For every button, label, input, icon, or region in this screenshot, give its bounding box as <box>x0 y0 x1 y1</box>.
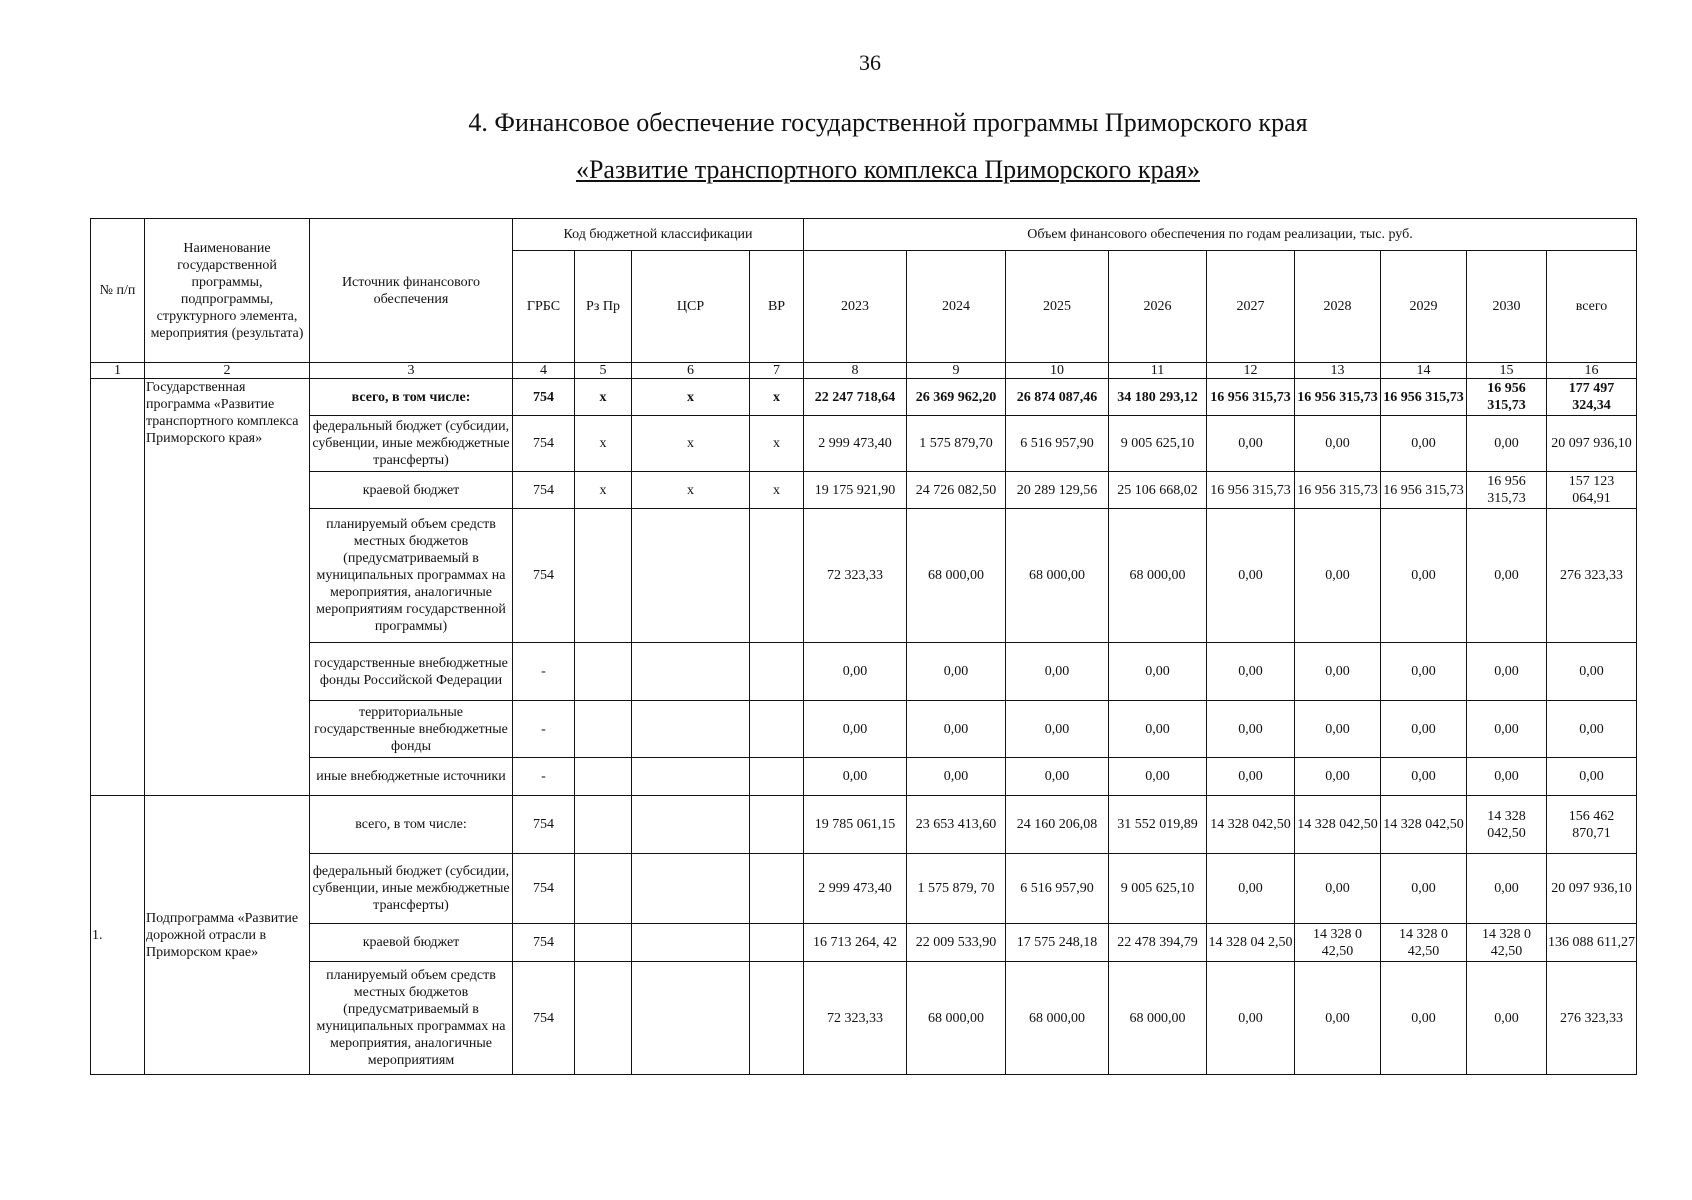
value-cell: 26 874 087,46 <box>1006 379 1109 416</box>
col-number: 12 <box>1207 363 1295 379</box>
value-cell: 0,00 <box>1295 854 1381 924</box>
col-number: 1 <box>91 363 145 379</box>
rzpr-cell <box>575 854 632 924</box>
value-cell: 0,00 <box>1381 416 1467 472</box>
value-cell: 22 247 718,64 <box>804 379 907 416</box>
value-cell: 0,00 <box>907 643 1006 701</box>
value-cell: 14 328 0 42,50 <box>1467 924 1547 962</box>
value-cell: 1 575 879, 70 <box>907 854 1006 924</box>
vr-cell: x <box>750 416 804 472</box>
value-cell: 34 180 293,12 <box>1109 379 1207 416</box>
header-year-2027: 2027 <box>1207 251 1295 363</box>
value-cell: 0,00 <box>1006 758 1109 796</box>
value-cell: 0,00 <box>1207 509 1295 643</box>
value-cell: 19 785 061,15 <box>804 796 907 854</box>
rzpr-cell <box>575 758 632 796</box>
value-cell: 0,00 <box>1467 854 1547 924</box>
value-cell: 0,00 <box>804 643 907 701</box>
program-title: «Развитие транспортного комплекса Приморского края» <box>575 155 1201 184</box>
value-cell: 0,00 <box>1295 416 1381 472</box>
vr-cell <box>750 962 804 1075</box>
value-cell: 26 369 962,20 <box>907 379 1006 416</box>
table-row <box>91 701 1637 758</box>
csr-cell <box>632 796 750 854</box>
value-cell: 0,00 <box>1295 509 1381 643</box>
value-cell: 0,00 <box>1207 758 1295 796</box>
value-cell: 22 478 394,79 <box>1109 924 1207 962</box>
value-cell: 68 000,00 <box>907 962 1006 1075</box>
table-row <box>91 962 1637 1075</box>
csr-cell <box>632 701 750 758</box>
finance-table <box>90 218 1637 1075</box>
value-cell: 9 005 625,10 <box>1109 854 1207 924</box>
csr-cell: x <box>632 416 750 472</box>
source-cell: планируемый объем средств местных бюджетов (предусматриваемый в муниципальных программах на мероприятия, аналогичные мероприятиям государственной программы) <box>310 509 513 643</box>
total-cell: 177 497 324,34 <box>1547 379 1637 416</box>
total-cell: 276 323,33 <box>1547 509 1637 643</box>
value-cell: 0,00 <box>1109 643 1207 701</box>
source-cell: федеральный бюджет (субсидии, субвенции, иные межбюджетные трансферты) <box>310 854 513 924</box>
value-cell: 0,00 <box>1295 643 1381 701</box>
grbs-cell: 754 <box>513 796 575 854</box>
value-cell: 2 999 473,40 <box>804 416 907 472</box>
value-cell: 16 956 315,73 <box>1295 472 1381 509</box>
value-cell: 68 000,00 <box>1109 509 1207 643</box>
table-row <box>91 509 1637 643</box>
value-cell: 0,00 <box>1295 758 1381 796</box>
source-cell: иные внебюджетные источники <box>310 758 513 796</box>
vr-cell <box>750 509 804 643</box>
source-cell: всего, в том числе: <box>310 379 513 416</box>
value-cell: 0,00 <box>804 701 907 758</box>
value-cell: 20 289 129,56 <box>1006 472 1109 509</box>
header-year-2024: 2024 <box>907 251 1006 363</box>
col-number: 5 <box>575 363 632 379</box>
value-cell: 68 000,00 <box>907 509 1006 643</box>
value-cell: 68 000,00 <box>1006 509 1109 643</box>
value-cell: 0,00 <box>1467 643 1547 701</box>
rzpr-cell <box>575 924 632 962</box>
value-cell: 72 323,33 <box>804 509 907 643</box>
value-cell: 14 328 04 2,50 <box>1207 924 1295 962</box>
value-cell: 0,00 <box>1467 701 1547 758</box>
value-cell: 0,00 <box>1381 854 1467 924</box>
table-row <box>91 472 1637 509</box>
col-number: 16 <box>1547 363 1637 379</box>
header-num: № п/п <box>91 219 145 363</box>
vr-cell <box>750 854 804 924</box>
value-cell: 14 328 042,50 <box>1467 796 1547 854</box>
page-number: 36 <box>859 50 881 75</box>
value-cell: 0,00 <box>1381 701 1467 758</box>
header-year-2030: 2030 <box>1467 251 1547 363</box>
grbs-cell: - <box>513 758 575 796</box>
source-cell: планируемый объем средств местных бюджетов (предусматриваемый в муниципальных программах на мероприятия, аналогичные мероприятиям <box>310 962 513 1075</box>
col-number: 9 <box>907 363 1006 379</box>
col-number: 7 <box>750 363 804 379</box>
value-cell: 0,00 <box>1467 962 1547 1075</box>
value-cell: 1 575 879,70 <box>907 416 1006 472</box>
rzpr-cell: x <box>575 416 632 472</box>
csr-cell <box>632 758 750 796</box>
rzpr-cell <box>575 962 632 1075</box>
header-year-2028: 2028 <box>1295 251 1381 363</box>
row-num: 1. <box>91 796 145 1075</box>
col-number: 14 <box>1381 363 1467 379</box>
grbs-cell: - <box>513 643 575 701</box>
value-cell: 16 956 315,73 <box>1467 379 1547 416</box>
value-cell: 0,00 <box>1207 701 1295 758</box>
total-cell: 0,00 <box>1547 701 1637 758</box>
source-cell: краевой бюджет <box>310 472 513 509</box>
value-cell: 0,00 <box>1467 509 1547 643</box>
value-cell: 0,00 <box>1207 643 1295 701</box>
value-cell: 16 956 315,73 <box>1207 379 1295 416</box>
total-cell: 156 462 870,71 <box>1547 796 1637 854</box>
vr-cell: x <box>750 379 804 416</box>
table-row <box>91 379 1637 416</box>
rzpr-cell: x <box>575 379 632 416</box>
value-cell: 16 956 315,73 <box>1381 472 1467 509</box>
value-cell: 0,00 <box>1381 643 1467 701</box>
value-cell: 0,00 <box>1207 416 1295 472</box>
value-cell: 0,00 <box>1109 701 1207 758</box>
header-source: Источник финансового обеспечения <box>310 219 513 363</box>
rzpr-cell: x <box>575 472 632 509</box>
grbs-cell: - <box>513 701 575 758</box>
value-cell: 14 328 0 42,50 <box>1381 924 1467 962</box>
value-cell: 0,00 <box>1207 854 1295 924</box>
col-number: 11 <box>1109 363 1207 379</box>
grbs-cell: 754 <box>513 379 575 416</box>
value-cell: 0,00 <box>1467 416 1547 472</box>
csr-cell <box>632 854 750 924</box>
value-cell: 14 328 042,50 <box>1295 796 1381 854</box>
csr-cell <box>632 509 750 643</box>
vr-cell <box>750 924 804 962</box>
col-number: 15 <box>1467 363 1547 379</box>
value-cell: 16 956 315,73 <box>1207 472 1295 509</box>
header-year-2029: 2029 <box>1381 251 1467 363</box>
value-cell: 68 000,00 <box>1109 962 1207 1075</box>
value-cell: 68 000,00 <box>1006 962 1109 1075</box>
rzpr-cell <box>575 701 632 758</box>
source-cell: государственные внебюджетные фонды Российской Федерации <box>310 643 513 701</box>
source-cell: федеральный бюджет (субсидии, субвенции, иные межбюджетные трансферты) <box>310 416 513 472</box>
total-cell: 157 123 064,91 <box>1547 472 1637 509</box>
grbs-cell: 754 <box>513 509 575 643</box>
table-row <box>91 924 1637 962</box>
header-volume: Объем финансового обеспечения по годам реализации, тыс. руб. <box>804 219 1637 251</box>
col-number: 3 <box>310 363 513 379</box>
value-cell: 14 328 042,50 <box>1207 796 1295 854</box>
csr-cell: x <box>632 472 750 509</box>
value-cell: 2 999 473,40 <box>804 854 907 924</box>
total-cell: 0,00 <box>1547 758 1637 796</box>
value-cell: 19 175 921,90 <box>804 472 907 509</box>
table-row <box>91 796 1637 854</box>
value-cell: 0,00 <box>1381 758 1467 796</box>
col-number: 2 <box>145 363 310 379</box>
grbs-cell: 754 <box>513 472 575 509</box>
value-cell: 0,00 <box>1006 701 1109 758</box>
value-cell: 22 009 533,90 <box>907 924 1006 962</box>
table-row <box>91 758 1637 796</box>
vr-cell: x <box>750 472 804 509</box>
subprogram-name: Подпрограмма «Развитие дорожной отрасли в Приморском крае» <box>145 796 310 1075</box>
value-cell: 24 726 082,50 <box>907 472 1006 509</box>
value-cell: 0,00 <box>1207 962 1295 1075</box>
header-csr: ЦСР <box>632 251 750 363</box>
value-cell: 16 956 315,73 <box>1467 472 1547 509</box>
rzpr-cell <box>575 509 632 643</box>
value-cell: 14 328 042,50 <box>1381 796 1467 854</box>
rzpr-cell <box>575 643 632 701</box>
vr-cell <box>750 701 804 758</box>
value-cell: 0,00 <box>1295 962 1381 1075</box>
col-number: 8 <box>804 363 907 379</box>
value-cell: 14 328 0 42,50 <box>1295 924 1381 962</box>
value-cell: 0,00 <box>1295 701 1381 758</box>
value-cell: 72 323,33 <box>804 962 907 1075</box>
value-cell: 0,00 <box>1381 509 1467 643</box>
value-cell: 25 106 668,02 <box>1109 472 1207 509</box>
row-num <box>91 379 145 796</box>
source-cell: территориальные государственные внебюджетные фонды <box>310 701 513 758</box>
total-cell: 20 097 936,10 <box>1547 854 1637 924</box>
table-row <box>91 643 1637 701</box>
value-cell: 16 956 315,73 <box>1295 379 1381 416</box>
value-cell: 0,00 <box>804 758 907 796</box>
total-cell: 0,00 <box>1547 643 1637 701</box>
value-cell: 0,00 <box>1381 962 1467 1075</box>
table-row <box>91 854 1637 924</box>
grbs-cell: 754 <box>513 854 575 924</box>
value-cell: 23 653 413,60 <box>907 796 1006 854</box>
value-cell: 0,00 <box>1006 643 1109 701</box>
col-number: 10 <box>1006 363 1109 379</box>
total-cell: 136 088 611,27 <box>1547 924 1637 962</box>
col-number: 13 <box>1295 363 1381 379</box>
header-total: всего <box>1547 251 1637 363</box>
vr-cell <box>750 796 804 854</box>
header-budget-code: Код бюджетной классификации <box>513 219 804 251</box>
header-year-2026: 2026 <box>1109 251 1207 363</box>
vr-cell <box>750 758 804 796</box>
program-name: Государственная программа «Развитие транспортного комплекса Приморского края» <box>145 379 310 796</box>
section-title: 4. Финансовое обеспечение государственной программы Приморского края <box>468 108 1308 137</box>
csr-cell <box>632 643 750 701</box>
source-cell: всего, в том числе: <box>310 796 513 854</box>
value-cell: 24 160 206,08 <box>1006 796 1109 854</box>
rzpr-cell <box>575 796 632 854</box>
csr-cell <box>632 924 750 962</box>
grbs-cell: 754 <box>513 416 575 472</box>
total-cell: 20 097 936,10 <box>1547 416 1637 472</box>
header-name: Наименование государственной программы, подпрограммы, структурного элемента, мероприятия (результата) <box>145 219 310 363</box>
header-year-2023: 2023 <box>804 251 907 363</box>
grbs-cell: 754 <box>513 924 575 962</box>
header-rzpr: Рз Пр <box>575 251 632 363</box>
value-cell: 0,00 <box>907 758 1006 796</box>
value-cell: 9 005 625,10 <box>1109 416 1207 472</box>
source-cell: краевой бюджет <box>310 924 513 962</box>
value-cell: 17 575 248,18 <box>1006 924 1109 962</box>
vr-cell <box>750 643 804 701</box>
value-cell: 0,00 <box>907 701 1006 758</box>
csr-cell <box>632 962 750 1075</box>
col-number: 6 <box>632 363 750 379</box>
header-year-2025: 2025 <box>1006 251 1109 363</box>
header-grbs: ГРБС <box>513 251 575 363</box>
value-cell: 0,00 <box>1467 758 1547 796</box>
header-vr: ВР <box>750 251 804 363</box>
grbs-cell: 754 <box>513 962 575 1075</box>
csr-cell: x <box>632 379 750 416</box>
value-cell: 16 713 264, 42 <box>804 924 907 962</box>
table-row <box>91 416 1637 472</box>
value-cell: 0,00 <box>1109 758 1207 796</box>
value-cell: 6 516 957,90 <box>1006 416 1109 472</box>
value-cell: 31 552 019,89 <box>1109 796 1207 854</box>
value-cell: 6 516 957,90 <box>1006 854 1109 924</box>
total-cell: 276 323,33 <box>1547 962 1637 1075</box>
value-cell: 16 956 315,73 <box>1381 379 1467 416</box>
col-number: 4 <box>513 363 575 379</box>
